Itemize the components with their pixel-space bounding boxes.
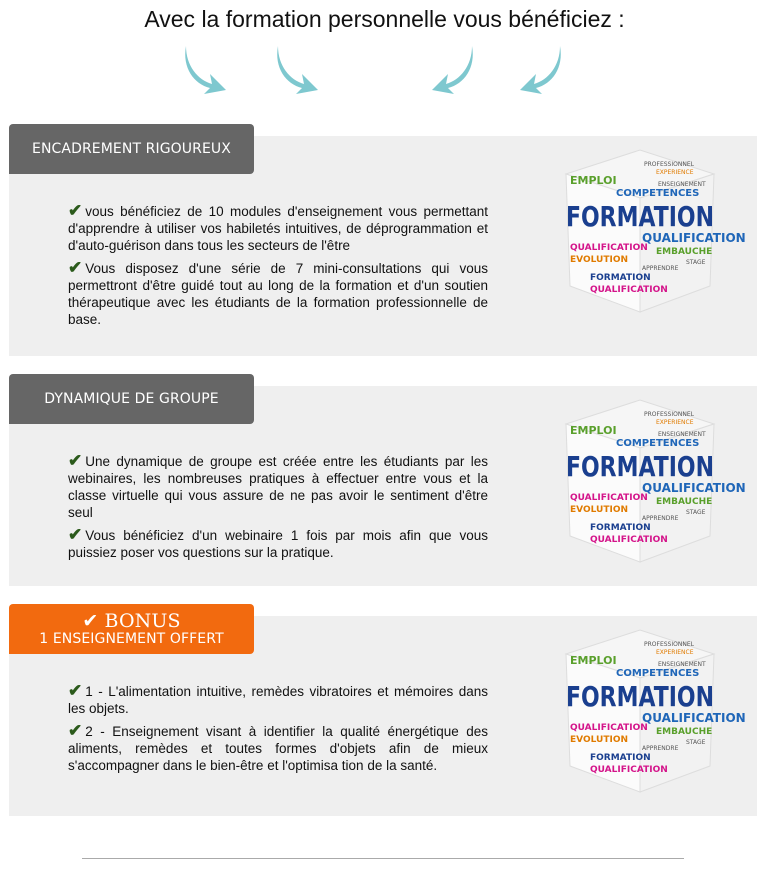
svg-text:FORMATION: FORMATION (590, 753, 651, 763)
page-headline: Avec la formation personnelle vous bénéficiez : (144, 6, 625, 32)
svg-text:FORMATION: FORMATION (590, 523, 651, 533)
list-item: ✔ Vous disposez d'une série de 7 mini-consultations qui vous permettront d'être guidé tout au long de la formation et d'un soutien thérapeutique avec les étudiants de la formation professionnelle de base. (68, 258, 488, 327)
svg-text:FORMATION: FORMATION (566, 680, 714, 713)
svg-text:STAGE: STAGE (686, 259, 706, 266)
curved-arrow-icon (428, 44, 478, 96)
svg-text:QUALIFICATION: QUALIFICATION (590, 765, 668, 775)
svg-text:STAGE: STAGE (686, 739, 706, 746)
svg-text:EMPLOI: EMPLOI (570, 174, 617, 187)
svg-text:COMPETENCES: COMPETENCES (616, 188, 700, 199)
curved-arrow-icon (180, 44, 230, 96)
svg-text:EVOLUTION: EVOLUTION (570, 255, 628, 265)
svg-text:APPRENDRE: APPRENDRE (642, 265, 679, 272)
svg-text:FORMATION: FORMATION (590, 273, 651, 283)
check-mark-icon: ✔ (68, 721, 83, 740)
formation-word-cube (560, 626, 746, 796)
svg-text:COMPETENCES: COMPETENCES (616, 668, 700, 679)
check-mark-icon: ✔ (68, 451, 83, 470)
section-text (68, 202, 488, 333)
tab-bonus (9, 604, 254, 654)
svg-text:QUALIFICATION: QUALIFICATION (570, 723, 648, 733)
tab-encadrement (9, 124, 254, 174)
curved-arrow-icon (272, 44, 322, 96)
svg-text:APPRENDRE: APPRENDRE (642, 745, 679, 752)
svg-text:ENSEIGNEMENT: ENSEIGNEMENT (658, 181, 706, 188)
svg-text:COMPETENCES: COMPETENCES (616, 438, 700, 449)
list-item: ✔ Vous bénéficiez d'un webinaire 1 fois par mois afin que vous puissiez poser vos questions sur la pratique. (68, 525, 488, 560)
svg-text:QUALIFICATION: QUALIFICATION (590, 535, 668, 545)
list-item: ✔ 1 - L'alimentation intuitive, remèdes vibratoires et mémoires dans les objets. (68, 681, 488, 716)
svg-text:QUALIFICATION: QUALIFICATION (570, 243, 648, 253)
svg-text:QUALIFICATION: QUALIFICATION (642, 711, 746, 725)
check-mark-icon: ✔ (68, 258, 83, 277)
svg-text:QUALIFICATION: QUALIFICATION (570, 493, 648, 503)
formation-word-cube (560, 396, 746, 566)
svg-text:FORMATION: FORMATION (566, 200, 714, 233)
divider (82, 858, 684, 859)
list-item: ✔ vous bénéficiez de 10 modules d'enseignement vous permettant d'apprendre à utiliser vos habiletés intuitives, de déprogrammation et d'auto-guérison dans tous les secteurs de l'être (68, 201, 488, 253)
curved-arrow-icon (516, 44, 566, 96)
svg-text:PROFESSIONNEL: PROFESSIONNEL (644, 411, 694, 418)
svg-text:EVOLUTION: EVOLUTION (570, 735, 628, 745)
check-mark-icon: ✔ (68, 201, 83, 220)
check-mark-icon: ✔ (68, 525, 83, 544)
svg-text:PROFESSIONNEL: PROFESSIONNEL (644, 641, 694, 648)
svg-text:EMBAUCHE: EMBAUCHE (656, 247, 713, 257)
svg-text:PROFESSIONNEL: PROFESSIONNEL (644, 161, 694, 168)
svg-text:EXPERIENCE: EXPERIENCE (656, 169, 694, 176)
svg-text:ENSEIGNEMENT: ENSEIGNEMENT (658, 431, 706, 438)
list-item: ✔ 2 - Enseignement visant à identifier la qualité énergétique des aliments, remèdes et toutes formes d'objets afin de mieux s'accompagner dans le bien-être et l'optimisa tion de la santé. (68, 721, 488, 773)
svg-text:EXPERIENCE: EXPERIENCE (656, 419, 694, 426)
svg-text:EXPERIENCE: EXPERIENCE (656, 649, 694, 656)
svg-text:APPRENDRE: APPRENDRE (642, 515, 679, 522)
section-text (68, 452, 488, 566)
svg-text:EMBAUCHE: EMBAUCHE (656, 497, 713, 507)
svg-text:QUALIFICATION: QUALIFICATION (642, 231, 746, 245)
tab-label: DYNAMIQUE DE GROUPE (44, 391, 219, 407)
bonus-title: ✔ BONUS (82, 609, 181, 632)
formation-word-cube (560, 146, 746, 316)
svg-text:QUALIFICATION: QUALIFICATION (642, 481, 746, 495)
svg-text:EVOLUTION: EVOLUTION (570, 505, 628, 515)
tab-dynamique (9, 374, 254, 424)
svg-text:FORMATION: FORMATION (566, 450, 714, 483)
bonus-subtitle: 1 ENSEIGNEMENT OFFERT (39, 630, 224, 647)
svg-text:EMPLOI: EMPLOI (570, 654, 617, 667)
list-item: ✔ Une dynamique de groupe est créée entre les étudiants par les webinaires, les nombreuses pratiques à effectuer entre vous et la classe virtuelle qui vous assure de ne pas avoir le sentiment d'être seul (68, 451, 488, 520)
svg-text:STAGE: STAGE (686, 509, 706, 516)
tab-label: ENCADREMENT RIGOUREUX (32, 141, 231, 157)
svg-text:ENSEIGNEMENT: ENSEIGNEMENT (658, 661, 706, 668)
section-text (68, 682, 488, 779)
svg-text:EMPLOI: EMPLOI (570, 424, 617, 437)
svg-text:EMBAUCHE: EMBAUCHE (656, 727, 713, 737)
check-mark-icon: ✔ (68, 681, 83, 700)
svg-text:QUALIFICATION: QUALIFICATION (590, 285, 668, 295)
